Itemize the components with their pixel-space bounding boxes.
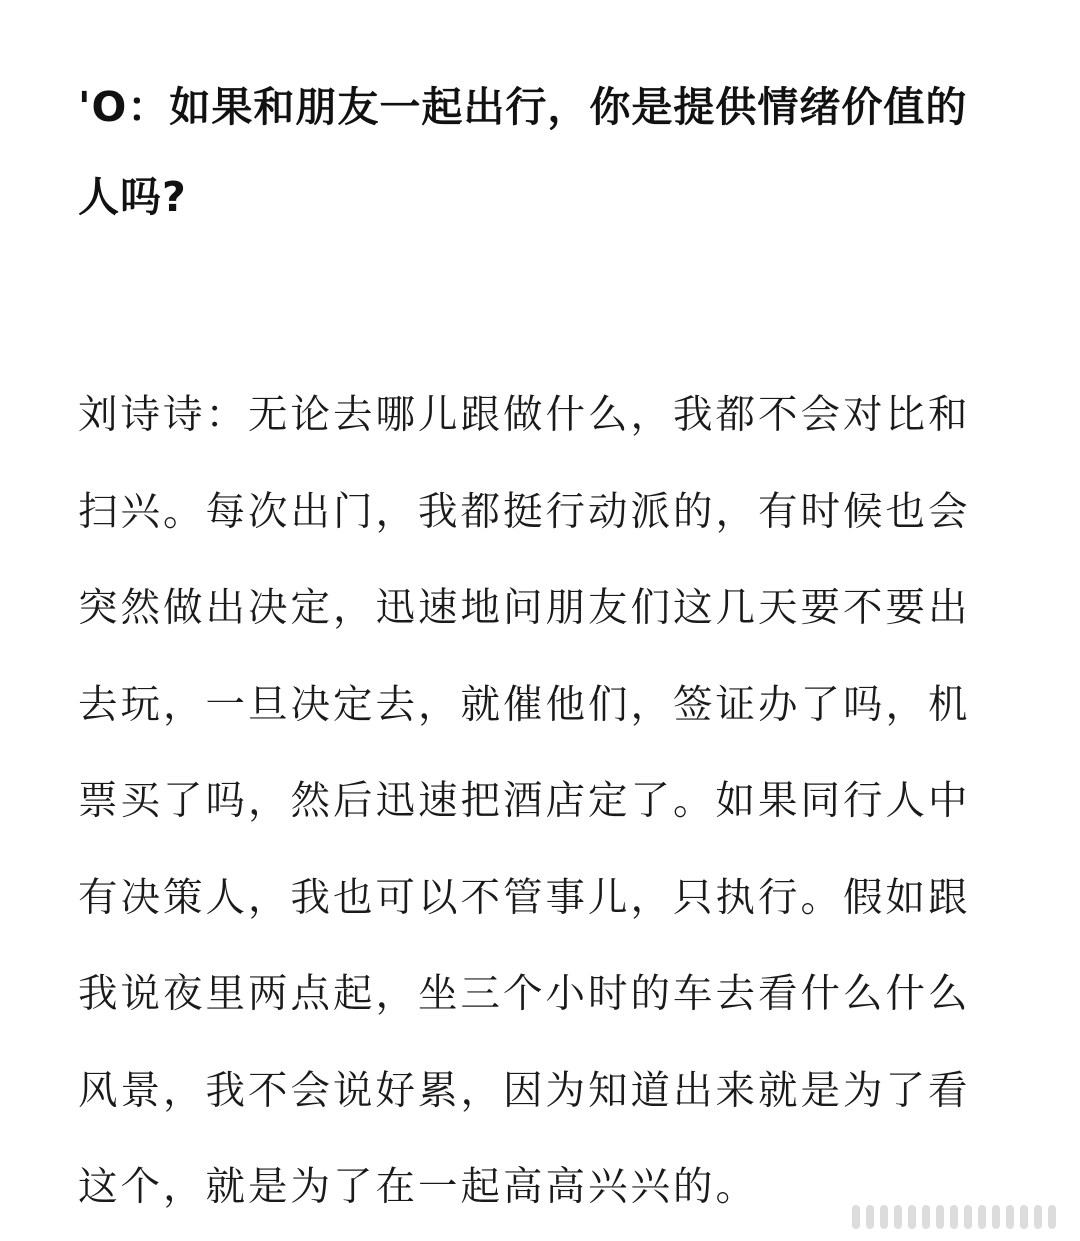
answer-line: 扫兴。每次出门，我都挺行动派的，有时候也会 [78, 488, 971, 535]
answer-line: 这个，就是为了在一起高高兴兴的。 [78, 1164, 758, 1210]
interview-answer [78, 367, 1008, 1236]
answer-line: 刘诗诗：无论去哪儿跟做什么，我都不会对比和 [78, 392, 971, 438]
answer-line: 票买了吗，然后迅速把酒店定了。如果同行人中 [78, 778, 971, 824]
answer-line: 我说夜里两点起，坐三个小时的车去看什么什么 [78, 971, 971, 1017]
question-line: 人吗? [78, 173, 187, 221]
answer-line: 有决策人，我也可以不管事儿，只执行。假如跟 [78, 874, 971, 921]
answer-line: 风景，我不会说好累，因为知道出来就是为了看 [78, 1067, 971, 1114]
interview-question [78, 62, 1008, 242]
question-line: 'O：如果和朋友一起出行，你是提供情绪价值的 [78, 83, 968, 131]
watermark [852, 1205, 1062, 1229]
answer-line: 去玩，一旦决定去，就催他们，签证办了吗，机 [78, 681, 971, 728]
article [78, 62, 1008, 1236]
answer-line: 突然做出决定，迅速地问朋友们这几天要不要出 [78, 585, 971, 631]
